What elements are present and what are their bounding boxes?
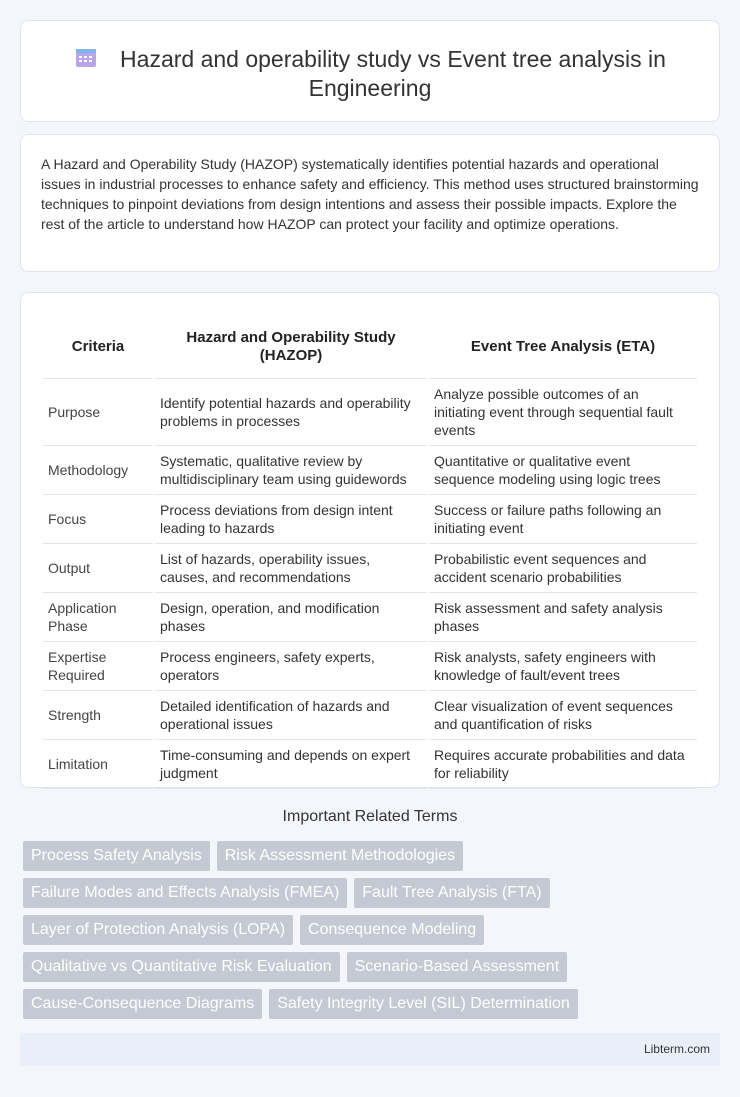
hazop-cell: Design, operation, and modification phases <box>155 593 427 642</box>
comparison-table-card <box>20 292 720 788</box>
column-header-criteria: Criteria <box>43 316 153 379</box>
tag-row <box>23 989 713 1026</box>
page-title-text: Hazard and operability study vs Event tree analysis in Engineering <box>120 46 666 101</box>
eta-cell: Risk analysts, safety engineers with knowledge of fault/event trees <box>429 642 697 691</box>
table-row <box>43 740 697 789</box>
related-term-tag[interactable]: Layer of Protection Analysis (LOPA) <box>23 915 293 945</box>
related-term-tag[interactable]: Qualitative vs Quantitative Risk Evaluation <box>23 952 340 982</box>
footer <box>20 1033 720 1066</box>
tag-row <box>23 878 713 915</box>
related-term-tag[interactable]: Scenario-Based Assessment <box>347 952 568 982</box>
eta-cell: Analyze possible outcomes of an initiating event through sequential fault events <box>429 379 697 446</box>
criteria-cell: Output <box>43 544 153 593</box>
hazop-cell: Process deviations from design intent leading to hazards <box>155 495 427 544</box>
criteria-cell: Purpose <box>43 379 153 446</box>
related-term-tag[interactable]: Fault Tree Analysis (FTA) <box>354 878 549 908</box>
comparison-table <box>41 316 699 789</box>
table-row <box>43 642 697 691</box>
hazop-cell: Process engineers, safety experts, operators <box>155 642 427 691</box>
related-term-tag[interactable]: Failure Modes and Effects Analysis (FMEA) <box>23 878 347 908</box>
tag-row <box>23 915 713 952</box>
intro-card <box>20 134 720 272</box>
hazop-cell: List of hazards, operability issues, causes, and recommendations <box>155 544 427 593</box>
tag-row <box>23 841 713 878</box>
eta-cell: Probabilistic event sequences and accident scenario probabilities <box>429 544 697 593</box>
table-row <box>43 446 697 495</box>
related-terms-heading: Important Related Terms <box>282 808 458 825</box>
table-header-row <box>43 316 697 379</box>
criteria-cell: Expertise Required <box>43 642 153 691</box>
hazop-cell: Identify potential hazards and operability problems in processes <box>155 379 427 446</box>
column-header-hazop: Hazard and Operability Study (HAZOP) <box>155 316 427 379</box>
table-row <box>43 593 697 642</box>
related-terms-list <box>23 841 713 1026</box>
book-icon <box>74 47 98 69</box>
criteria-cell: Strength <box>43 691 153 740</box>
tag-row <box>23 952 713 989</box>
hazop-cell: Time-consuming and depends on expert judgment <box>155 740 427 789</box>
table-row <box>43 379 697 446</box>
criteria-cell: Focus <box>43 495 153 544</box>
criteria-cell: Application Phase <box>43 593 153 642</box>
hazop-cell: Systematic, qualitative review by multidisciplinary team using guidewords <box>155 446 427 495</box>
header-card <box>20 20 720 122</box>
related-term-tag[interactable]: Cause-Consequence Diagrams <box>23 989 262 1019</box>
related-term-tag[interactable]: Safety Integrity Level (SIL) Determination <box>269 989 578 1019</box>
eta-cell: Success or failure paths following an initiating event <box>429 495 697 544</box>
related-term-tag[interactable]: Process Safety Analysis <box>23 841 210 871</box>
column-header-eta: Event Tree Analysis (ETA) <box>429 316 697 379</box>
criteria-cell: Methodology <box>43 446 153 495</box>
table-row <box>43 495 697 544</box>
eta-cell: Requires accurate probabilities and data for reliability <box>429 740 697 789</box>
table-row <box>43 691 697 740</box>
related-term-tag[interactable]: Risk Assessment Methodologies <box>217 841 463 871</box>
header <box>21 45 719 103</box>
criteria-cell: Limitation <box>43 740 153 789</box>
eta-cell: Quantitative or qualitative event sequence modeling using logic trees <box>429 446 697 495</box>
eta-cell: Clear visualization of event sequences and quantification of risks <box>429 691 697 740</box>
eta-cell: Risk assessment and safety analysis phases <box>429 593 697 642</box>
page-title <box>21 45 719 103</box>
footer-site-link[interactable]: Libterm.com <box>643 1042 710 1056</box>
table-row <box>43 544 697 593</box>
related-term-tag[interactable]: Consequence Modeling <box>300 915 484 945</box>
hazop-cell: Detailed identification of hazards and operational issues <box>155 691 427 740</box>
intro-paragraph: A Hazard and Operability Study (HAZOP) systematically identifies potential hazards and operational issues in industrial processes to enhance safety and efficiency. This method uses structured brainstorming techniques to pinpoint deviations from design intentions and assess their possible impacts. Explore the rest of the article to understand how HAZOP can protect your facility and optimize operations. <box>41 156 699 232</box>
